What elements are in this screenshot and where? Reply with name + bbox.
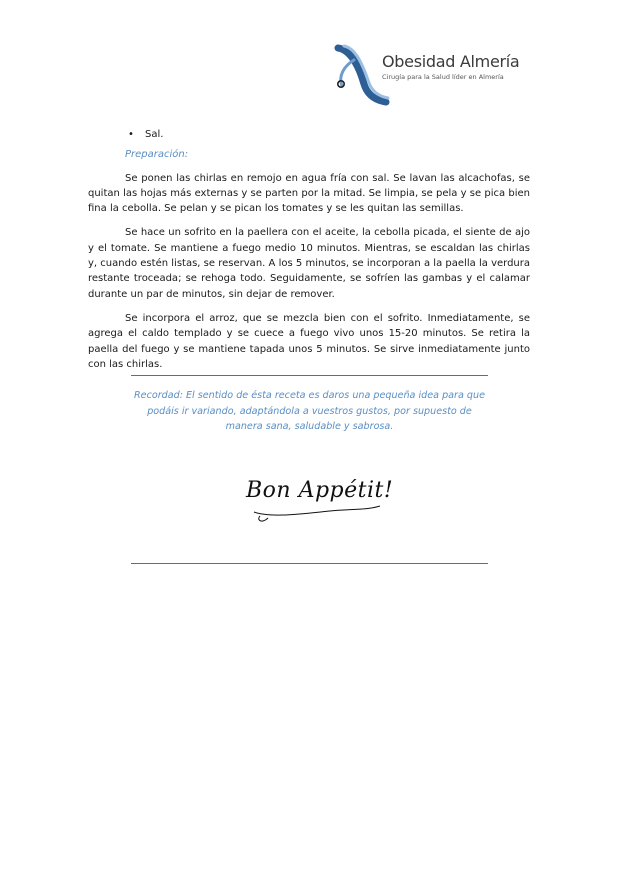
signature-flourish-icon <box>240 478 390 528</box>
top-divider <box>131 375 488 376</box>
ingredient-text: Sal. <box>145 129 164 140</box>
ingredient-list-item <box>88 127 530 142</box>
preparation-heading: Preparación: <box>125 149 189 161</box>
logo-emblem-icon <box>330 40 390 110</box>
reminder-note: Recordad: El sentido de ésta receta es daros una pequeña idea para que podáis ir variando, adaptándola a vuestros gustos, por supuesto de manera sana, saludable y sabrosa. <box>134 390 485 432</box>
preparation-paragraph-2: Se hace un sofrito en la paellera con el aceite, la cebolla picada, el siente de ajo y el tomate. Se mantiene a fuego medio 10 minutos. Mientras, se escaldan las chirlas y, cuando estén listas, se reservan. A los 5 minutos, se incorporan a la paella la verdura restante troceada; se rehoga todo. Seguidamente, se sofríen las gambas y el calamar durante un par de minutos, sin dejar de remover. <box>88 227 530 300</box>
preparation-paragraph-1: Se ponen las chirlas en remojo en agua fría con sal. Se lavan las alcachofas, se quitan las hojas más externas y se parten por la mitad. Se limpia, se pela y se pica bien fina la cebolla. Se pelan y se pican los tomates y se les quitan las semillas. <box>88 172 530 215</box>
recipe-body <box>88 127 530 381</box>
logo-name: Obesidad Almería <box>382 52 520 71</box>
bon-appetit-signature <box>240 478 394 528</box>
bullet-icon: • <box>128 129 134 140</box>
obesidad-almeria-logo <box>330 40 530 110</box>
preparation-paragraph-3: Se incorpora el arroz, que se mezcla bien con el sofrito. Inmediatamente, se agrega el caldo templado y se cuece a fuego vivo unos 15-20 minutos. Se retira la paella del fuego y se mantiene tapada unos 5 minutos. Se sirve inmediatamente junto con las chirlas. <box>88 312 530 370</box>
bottom-divider <box>131 563 488 564</box>
logo-tagline: Cirugía para la Salud líder en Almería <box>382 73 504 81</box>
signature-text: Bon Appétit! <box>246 478 394 503</box>
